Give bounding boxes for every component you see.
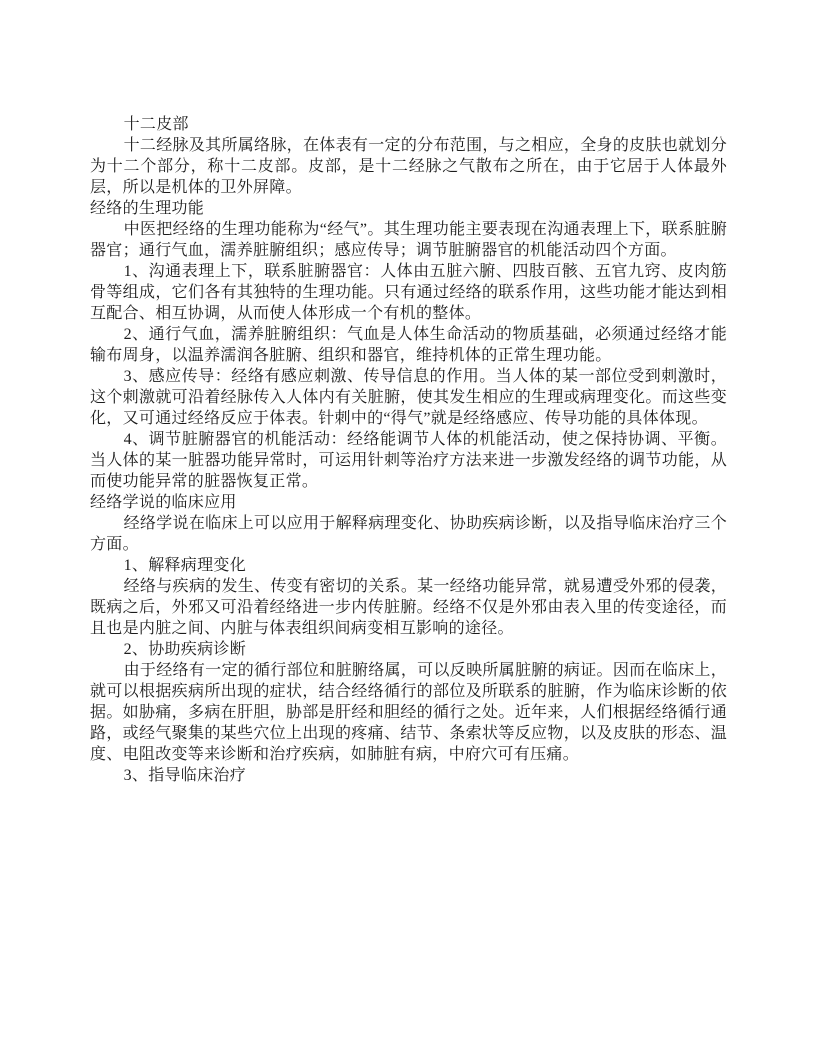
para-functions-overview: 中医把经络的生理功能称为“经气”。其生理功能主要表现在沟通表理上下，联系脏腑器官；通行气血，濡养脏腑组织；感应传导；调节脏腑器官的机能活动四个方面。 bbox=[90, 221, 727, 259]
para-function-2-qi-blood: 2、通行气血，濡养脏腑组织：气血是人体生命活动的物质基础，必须通过经络才能输布周身，以温养濡润各脏腑、组织和器官，维持机体的正常生理功能。 bbox=[90, 326, 727, 364]
para-application-2-body: 由于经络有一定的循行部位和脏腑络属，可以反映所属脏腑的病证。因而在临床上，就可以根据疾病所出现的症状，结合经络循行的部位及所联系的脏腑，作为临床诊断的依据。如胁痛，多病在肝胆，胁部是肝经和胆经的循行之处。近年来，人们根据经络循行通路，或经气聚集的某些穴位上出现的疼痛、结节、条索状等反应物，以及皮肤的形态、温度、电阻改变等来诊断和治疗疾病，如肺脏有病，中府穴可有压痛。 bbox=[90, 662, 727, 763]
para-function-4-regulation: 4、调节脏腑器官的机能活动：经络能调节人体的机能活动，使之保持协调、平衡。当人体的某一脏器功能异常时，可运用针刺等治疗方法来进一步激发经络的调节功能，从而使功能异常的脏器恢复正常。 bbox=[90, 431, 727, 490]
para-application-1-title: 1、解释病理变化 bbox=[123, 557, 246, 574]
para-application-1-body: 经络与疾病的发生、传变有密切的关系。某一经络功能异常，就易遭受外邪的侵袭，既病之后，外邪又可沿着经络进一步内传脏腑。经络不仅是外邪由表入里的传变途径，而且也是内脏之间、内脏与体表组织间病变相互影响的途径。 bbox=[90, 578, 727, 637]
para-twelve-skin-areas-title: 十二皮部 bbox=[123, 116, 189, 133]
heading-physiological-functions: 经络的生理功能 bbox=[90, 200, 205, 217]
document-body bbox=[90, 114, 727, 786]
para-application-3-title: 3、指导临床治疗 bbox=[123, 767, 246, 784]
para-function-1-communication: 1、沟通表理上下，联系脏腑器官：人体由五脏六腑、四肢百骸、五官九窍、皮肉筋骨等组成，它们各有其独特的生理功能。只有通过经络的联系作用，这些功能才能达到相互配合、相互协调，从而使人体形成一个有机的整体。 bbox=[90, 263, 727, 322]
para-application-overview: 经络学说在临床上可以应用于解释病理变化、协助疾病诊断，以及指导临床治疗三个方面。 bbox=[90, 515, 727, 553]
para-function-3-conduction: 3、感应传导：经络有感应刺激、传导信息的作用。当人体的某一部位受到刺激时，这个刺激就可沿着经脉传入人体内有关脏腑，使其发生相应的生理或病理变化。而这些变化，又可通过经络反应于体表。针刺中的“得气”就是经络感应、传导功能的具体体现。 bbox=[90, 368, 727, 427]
heading-clinical-application: 经络学说的临床应用 bbox=[90, 494, 237, 511]
para-twelve-skin-areas-body: 十二经脉及其所属络脉，在体表有一定的分布范围，与之相应，全身的皮肤也就划分为十二个部分，称十二皮部。皮部，是十二经脉之气散布之所在，由于它居于人体最外层，所以是机体的卫外屏障。 bbox=[90, 137, 727, 196]
para-application-2-title: 2、协助疾病诊断 bbox=[123, 641, 246, 658]
